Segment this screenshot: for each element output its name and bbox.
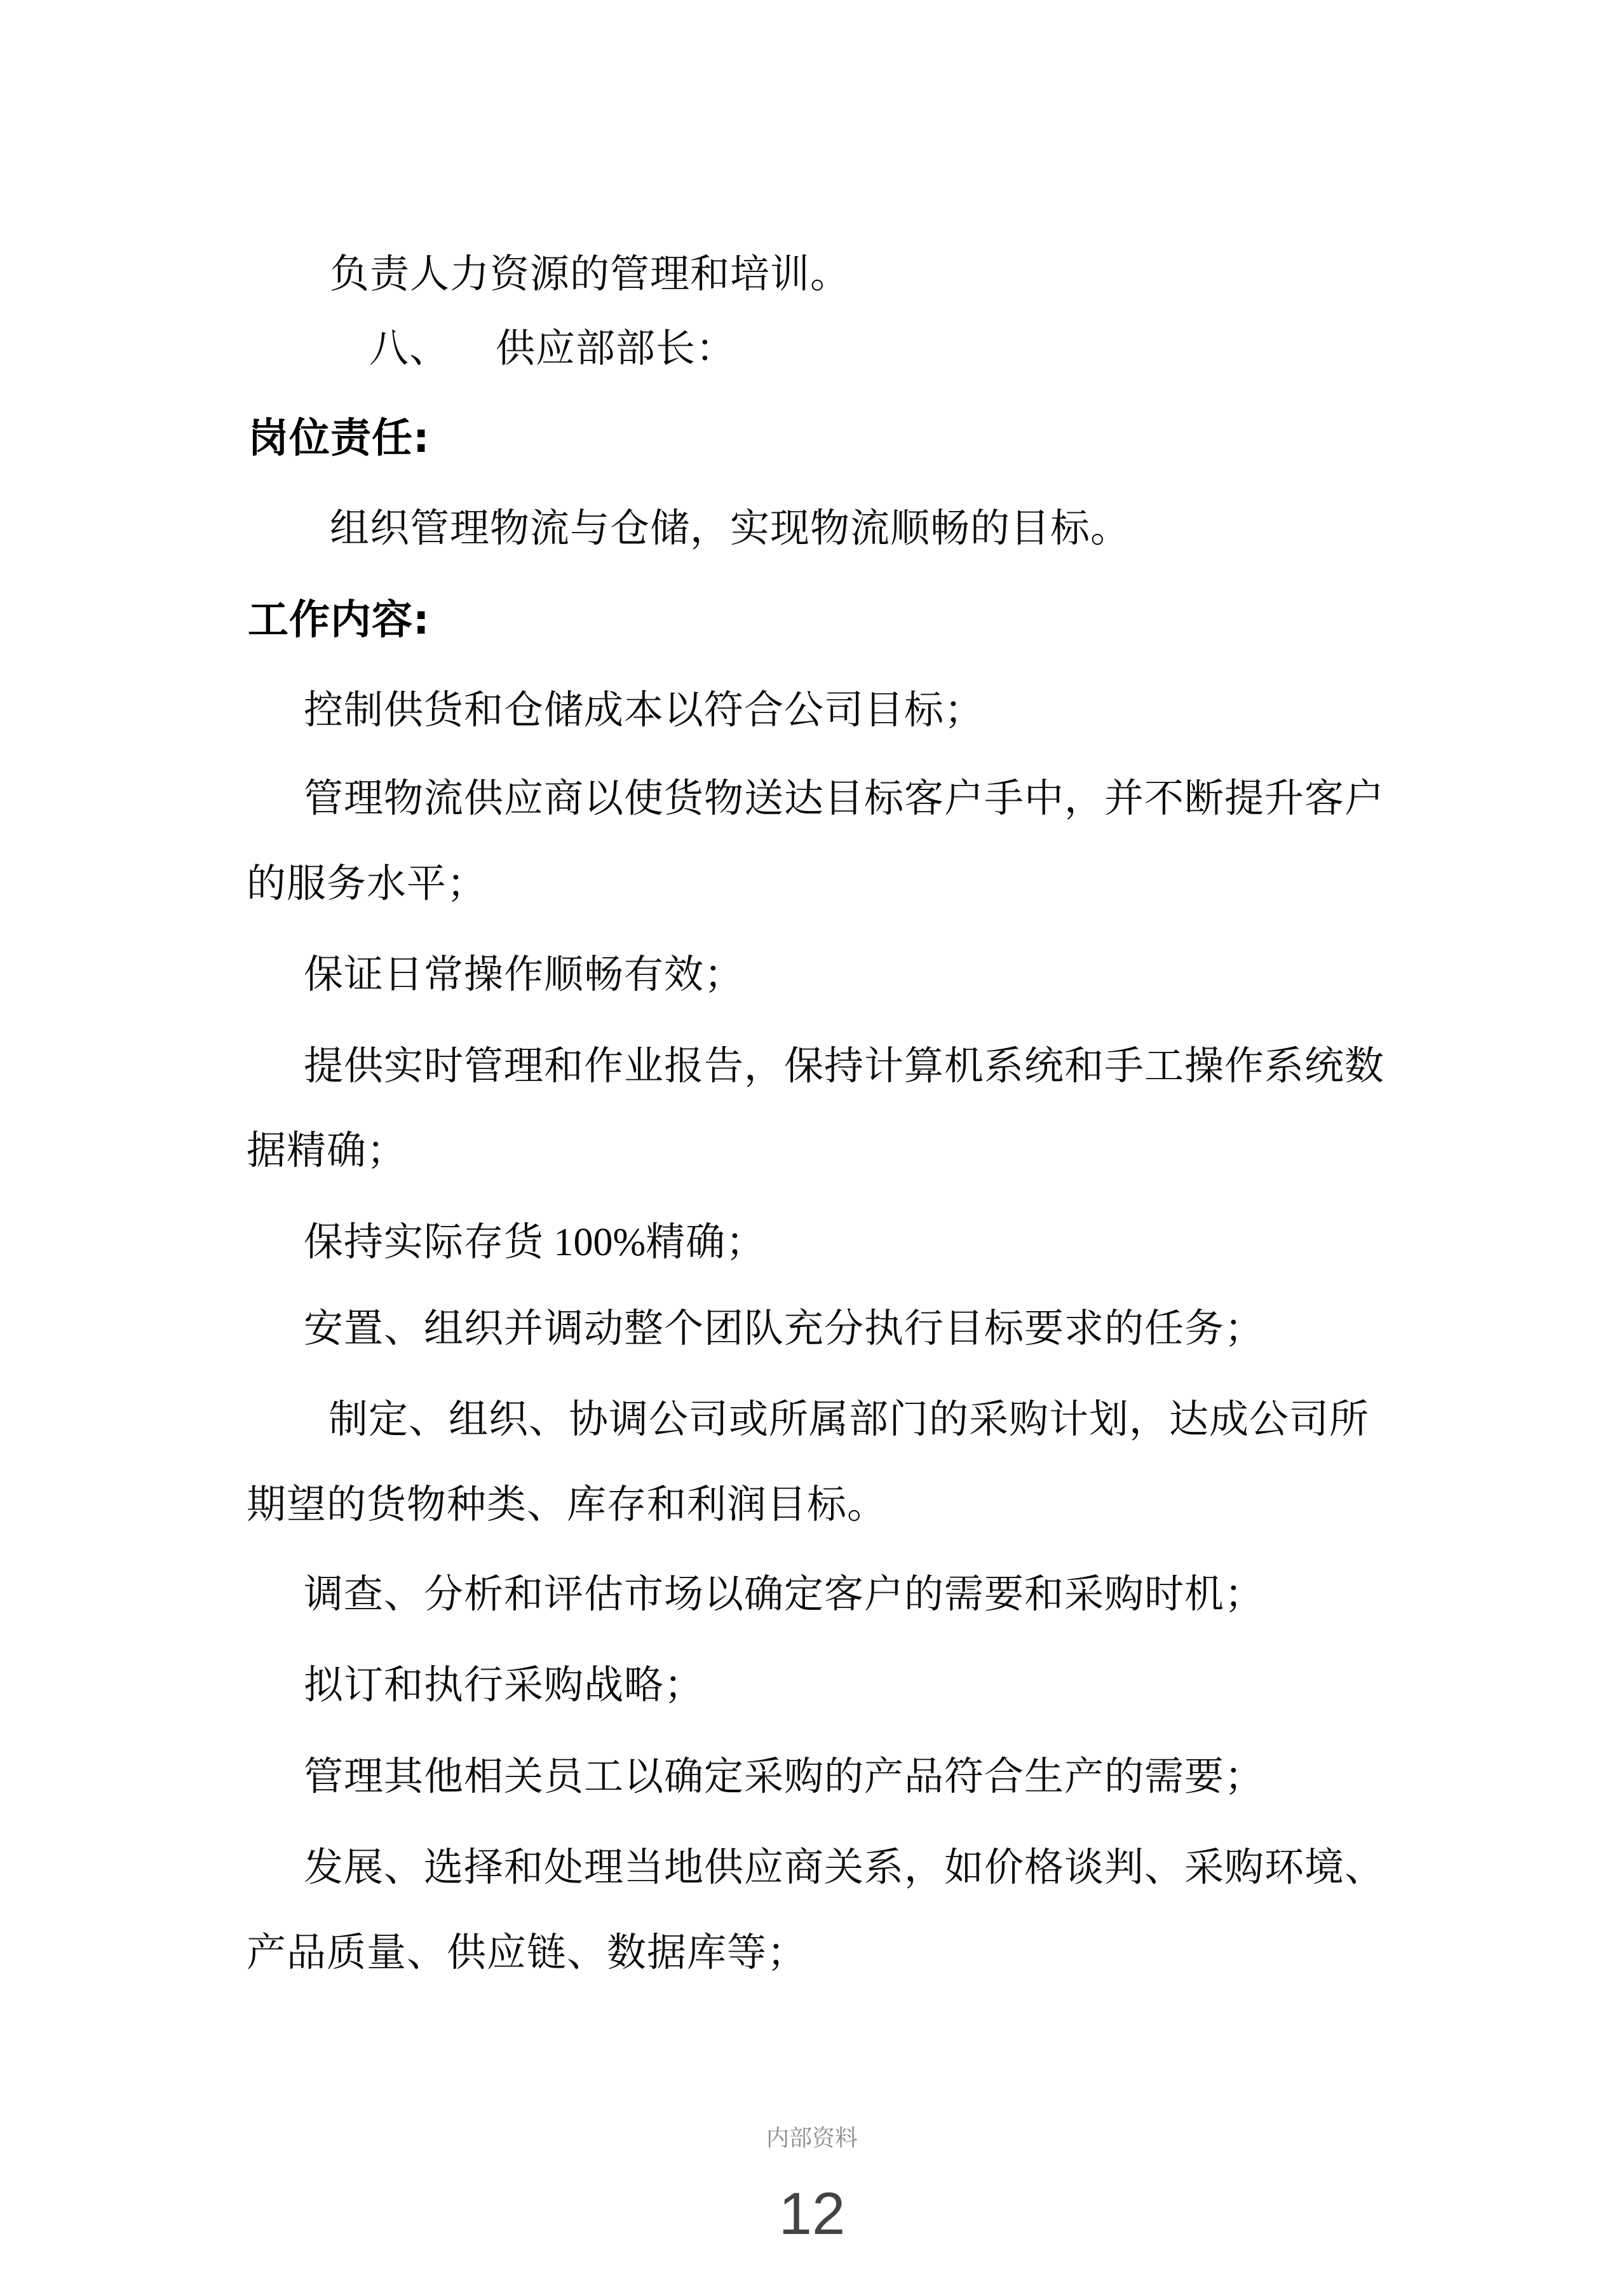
work-item-line: 保证日常操作顺畅有效；: [304, 951, 745, 997]
work-item-text: 精确；: [646, 1218, 766, 1265]
page-number: 12: [778, 2180, 846, 2247]
work-item-line-continued: 产品质量、供应链、数据库等；: [247, 1929, 808, 1975]
work-item-line-continued: 期望的货物种类、库存和利润目标。: [247, 1481, 888, 1527]
footer-confidential-label: 内部资料: [766, 2125, 858, 2151]
work-item-line: 管理物流供应商以使货物送达目标客户手中，并不断提升客户: [304, 775, 1385, 821]
responsibility-text: 组织管理物流与仓储，实现物流顺畅的目标。: [330, 505, 1131, 551]
responsibility-heading: 岗位责任:: [248, 415, 430, 462]
work-item-line: 提供实时管理和作业报告，保持计算机系统和手工操作系统数: [304, 1042, 1385, 1089]
work-item-line: 控制供货和仓储成本以符合公司目标；: [304, 686, 985, 733]
work-item-line: 拟订和执行采购战略；: [304, 1661, 705, 1708]
work-item-line: 发展、选择和处理当地供应商关系，如价格谈判、采购环境、: [304, 1844, 1385, 1890]
work-item-line: 管理其他相关员工以确定采购的产品符合生产的需要；: [304, 1753, 1265, 1799]
work-item-line-continued: 的服务水平；: [247, 860, 487, 906]
work-item-line: [304, 1218, 766, 1265]
percentage-value: 100%: [544, 1221, 646, 1264]
intro-paragraph: 负责人力资源的管理和培训。: [330, 250, 851, 297]
work-item-line: 制定、组织、协调公司或所属部门的采购计划，达成公司所: [328, 1396, 1370, 1442]
section-title: 供应部部长：: [496, 325, 736, 371]
section-number: 八、: [369, 325, 450, 371]
work-item-line: 调查、分析和评估市场以确定客户的需要和采购时机；: [304, 1570, 1265, 1617]
work-item-text: 保持实际存货: [304, 1218, 545, 1265]
work-item-line: 安置、组织并调动整个团队充分执行目标要求的任务；: [304, 1305, 1265, 1351]
work-content-heading: 工作内容:: [248, 597, 430, 644]
work-item-line-continued: 据精确；: [247, 1127, 407, 1173]
